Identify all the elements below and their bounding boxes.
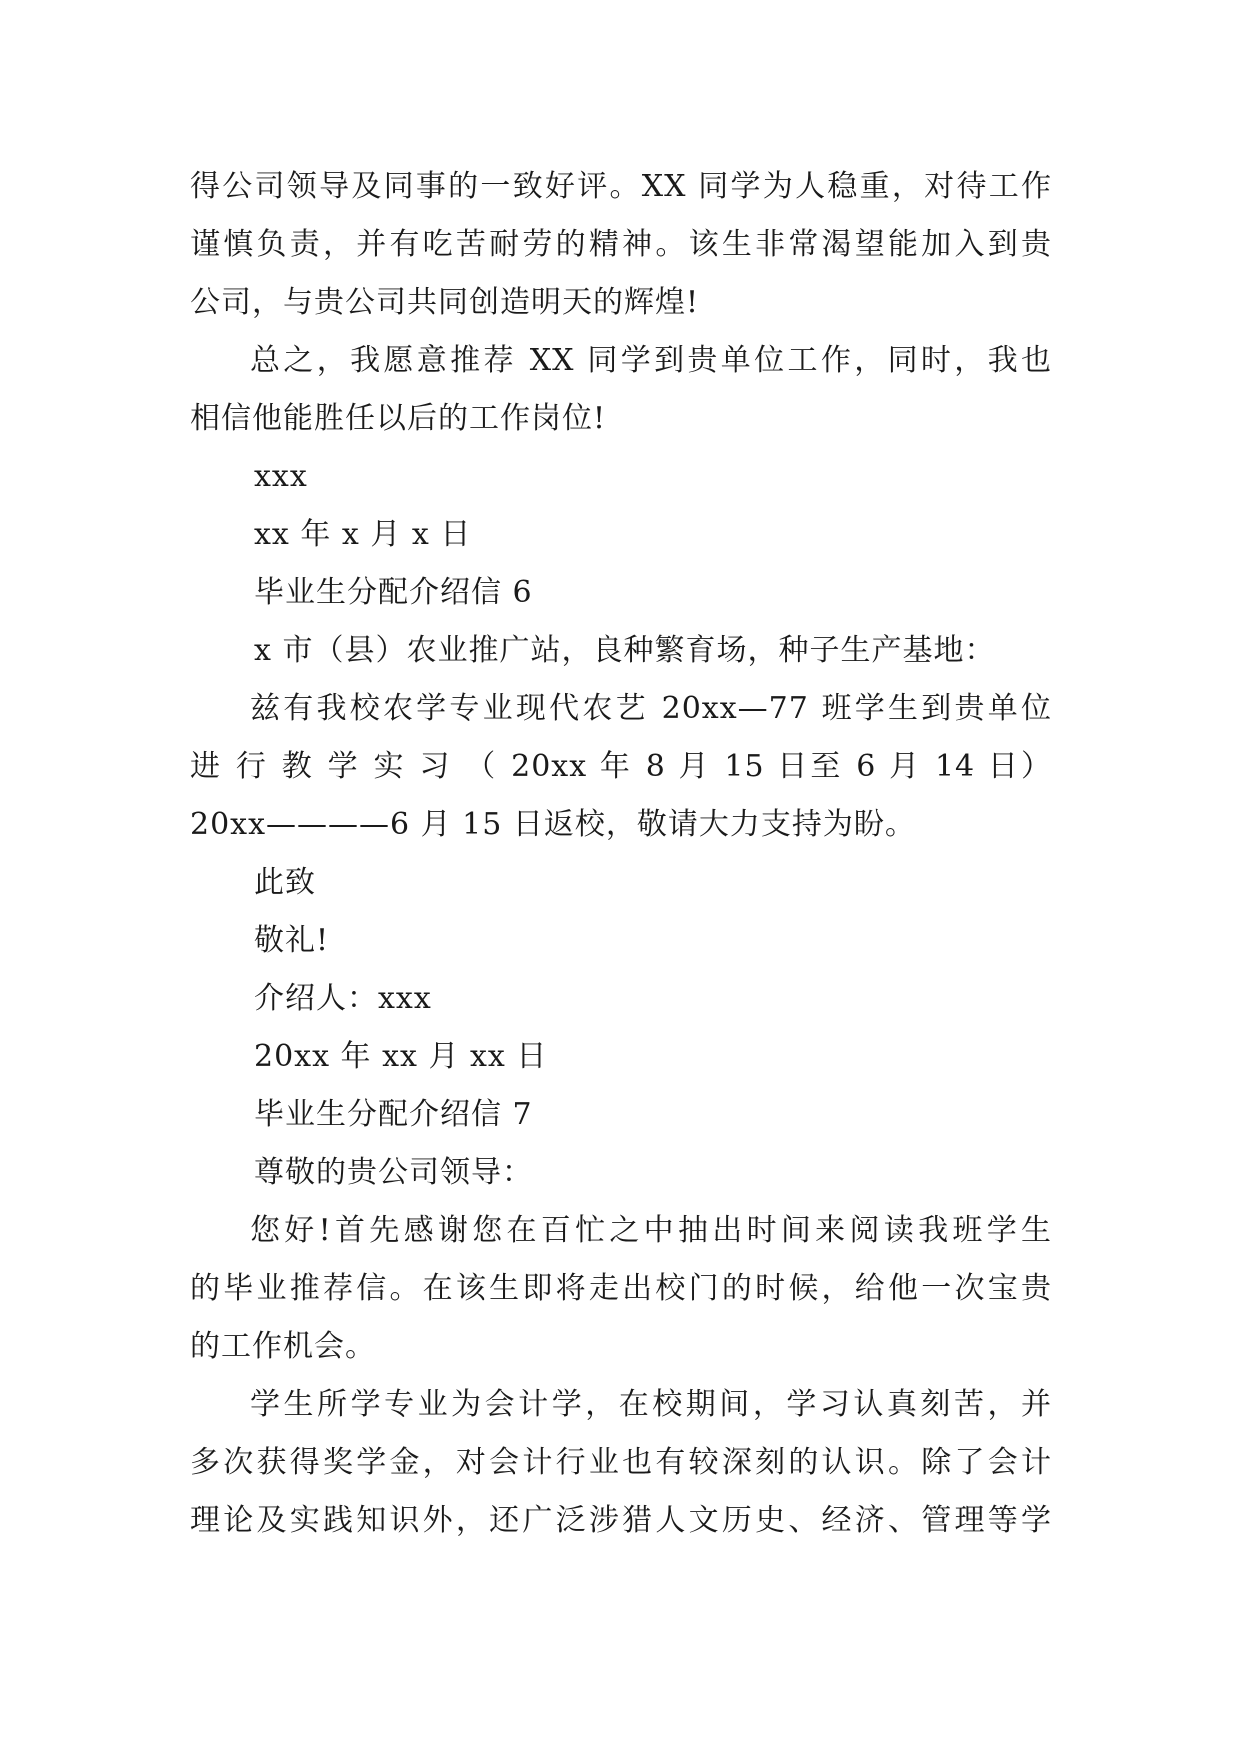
text-line: 多次获得奖学金，对会计行业也有较深刻的认识。除了会计 bbox=[190, 1445, 1052, 1480]
text-line: 进 行 教 学 实 习 （ 20xx 年 8 月 15 日至 6 月 14 日） bbox=[190, 749, 1052, 784]
paragraph-greeting bbox=[190, 1202, 1052, 1376]
text-line: 您好!首先感谢您在百忙之中抽出时间来阅读我班学生 bbox=[250, 1213, 1052, 1248]
text-line: 兹有我校农学专业现代农艺 20xx—77 班学生到贵单位 bbox=[250, 691, 1052, 726]
section-heading-letter-7: 毕业生分配介绍信 7 bbox=[254, 1097, 533, 1132]
text-line: 学生所学专业为会计学，在校期间，学习认真刻苦，并 bbox=[250, 1387, 1052, 1422]
paragraph-recommendation bbox=[190, 332, 1052, 448]
text-line: 的工作机会。 bbox=[190, 1329, 376, 1364]
introducer-line: 介绍人：xxx bbox=[254, 981, 432, 1016]
closing-salute: 敬礼! bbox=[254, 923, 330, 958]
text-line: 公司，与贵公司共同创造明天的辉煌! bbox=[190, 285, 700, 320]
paragraph-internship bbox=[190, 680, 1052, 854]
text-line: 谨慎负责，并有吃苦耐劳的精神。该生非常渴望能加入到贵 bbox=[190, 227, 1052, 262]
salutation: 尊敬的贵公司领导： bbox=[254, 1155, 533, 1190]
document-body bbox=[190, 158, 1052, 1550]
closing-phrase: 此致 bbox=[254, 865, 316, 900]
signature-name: xxx bbox=[254, 459, 308, 494]
paragraph-student-profile bbox=[190, 1376, 1052, 1550]
text-line: 相信他能胜任以后的工作岗位! bbox=[190, 401, 607, 436]
text-line: 总之，我愿意推荐 XX 同学到贵单位工作，同时，我也 bbox=[250, 343, 1052, 378]
text-line: 得公司领导及同事的一致好评。XX 同学为人稳重，对待工作 bbox=[190, 169, 1052, 204]
letter-date: 20xx 年 xx 月 xx 日 bbox=[254, 1039, 548, 1074]
recipient-address: x 市（县）农业推广站，良种繁育场，种子生产基地： bbox=[254, 633, 996, 668]
text-line: 理论及实践知识外，还广泛涉猎人文历史、经济、管理等学 bbox=[190, 1503, 1052, 1538]
paragraph-evaluation bbox=[190, 158, 1052, 332]
section-heading-letter-6: 毕业生分配介绍信 6 bbox=[254, 575, 533, 610]
text-line: 的毕业推荐信。在该生即将走出校门的时候，给他一次宝贵 bbox=[190, 1271, 1052, 1306]
signature-date: xx 年 x 月 x 日 bbox=[254, 517, 472, 552]
text-line: 20xx————6 月 15 日返校，敬请大力支持为盼。 bbox=[190, 807, 916, 842]
